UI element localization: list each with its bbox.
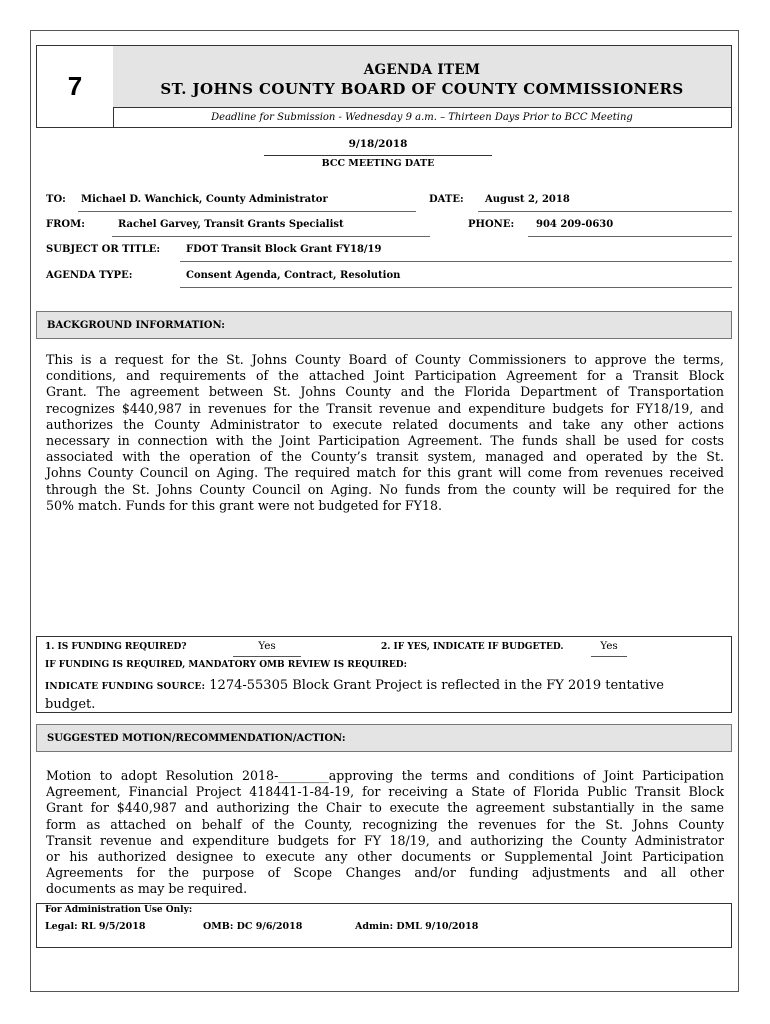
from-value: Rachel Garvey, Transit Grants Specialist xyxy=(118,219,344,230)
legal-review: Legal: RL 9/5/2018 xyxy=(45,921,146,932)
agenda-type-label: AGENDA TYPE: xyxy=(46,270,133,281)
from-underline xyxy=(112,236,430,237)
agenda-item-number: 7 xyxy=(37,46,114,127)
background-line: conditions, and requirements of the attached Joint Participation Agreement for a Transit Block xyxy=(46,368,724,384)
date-underline xyxy=(478,211,732,212)
background-line: This is a request for the St. Johns County Board of County Commissioners to approve the terms, xyxy=(46,352,724,367)
motion-line: Motion to adopt Resolution 2018-________approving the terms and conditions of Joint Participation xyxy=(46,768,724,783)
background-line: through the St. Johns County Council on Aging. No funds from the county will be required for the xyxy=(46,481,724,497)
motion-heading: SUGGESTED MOTION/RECOMMENDATION/ACTION: xyxy=(36,724,732,752)
agenda-item-heading: AGENDA ITEM xyxy=(363,62,481,78)
meeting-date: 9/18/2018 xyxy=(348,138,408,150)
date-label: DATE: xyxy=(429,194,464,205)
subject-underline xyxy=(180,261,732,262)
agenda-title-box xyxy=(113,46,731,108)
funding-source xyxy=(45,677,725,713)
agenda-type-underline xyxy=(180,287,732,288)
motion-line: Transit revenue and expenditure budgets for FY 18/19, and authorizing the County Administrator xyxy=(46,832,724,848)
funding-required-underline xyxy=(233,656,301,657)
motion-text xyxy=(46,768,724,898)
admin-heading: For Administration Use Only: xyxy=(45,905,193,915)
motion-line: or his authorized designee to execute any other documents or Supplemental Joint Participation xyxy=(46,849,724,865)
background-text xyxy=(46,352,724,514)
background-heading: BACKGROUND INFORMATION: xyxy=(36,311,732,339)
background-line: 50% match. Funds for this grant were not budgeted for FY18. xyxy=(46,497,443,513)
admin-box xyxy=(36,903,732,948)
motion-line: Agreement, Financial Project 418441-1-84-19, for receiving a State of Florida Public Transit Block xyxy=(46,784,724,800)
budgeted-underline xyxy=(591,656,627,657)
funding-required-value: Yes xyxy=(258,640,276,652)
meeting-date-label: BCC MEETING DATE xyxy=(321,158,435,169)
motion-line: Agreements for the purpose of Scope Changes and/or funding adjustments and all other xyxy=(46,865,724,881)
funding-required-label: 1. IS FUNDING REQUIRED? xyxy=(45,642,187,652)
to-value: Michael D. Wanchick, County Administrator xyxy=(81,194,328,205)
funding-box xyxy=(36,636,732,713)
budgeted-value: Yes xyxy=(600,640,618,652)
agenda-header xyxy=(36,45,732,128)
to-label: TO: xyxy=(46,194,66,205)
phone-underline xyxy=(528,236,732,237)
subject-label: SUBJECT OR TITLE: xyxy=(46,244,161,255)
motion-line: form as attached on behalf of the County, recognizing the revenues for the St. Johns County xyxy=(46,816,724,832)
from-label: FROM: xyxy=(46,219,85,230)
motion-line: documents as may be required. xyxy=(46,881,248,897)
motion-line: Grant for $440,987 and authorizing the Chair to execute the agreement substantially in the same xyxy=(46,800,724,816)
date-value: August 2, 2018 xyxy=(485,194,570,205)
meeting-date-rule xyxy=(264,155,492,156)
funding-source-value: 1274-55305 Block Grant Project is reflected in the FY 2019 tentative xyxy=(209,678,664,693)
funding-source-label: INDICATE FUNDING SOURCE: xyxy=(45,682,206,692)
omb-review-note: IF FUNDING IS REQUIRED, MANDATORY OMB REVIEW IS REQUIRED: xyxy=(45,660,407,670)
subject-value: FDOT Transit Block Grant FY18/19 xyxy=(186,244,382,255)
to-underline xyxy=(78,211,416,212)
board-name: ST. JOHNS COUNTY BOARD OF COUNTY COMMISSIONERS xyxy=(160,80,684,98)
phone-value: 904 209-0630 xyxy=(536,219,614,230)
funding-source-value-cont: budget. xyxy=(45,697,96,712)
phone-label: PHONE: xyxy=(468,219,515,230)
background-line: Grant. The agreement between St. Johns County and the Florida Department of Transportation xyxy=(46,384,724,400)
background-line: associated with the operation of the County’s transit system, managed and operated by the St. xyxy=(46,449,724,465)
agenda-type-value: Consent Agenda, Contract, Resolution xyxy=(186,270,401,281)
background-line: authorizes the County Administrator to execute related documents and take any other actions xyxy=(46,416,724,432)
background-line: recognizes $440,987 in revenues for the Transit revenue and expenditure budgets for FY18/19, and xyxy=(46,400,724,416)
background-line: Johns County Council on Aging. The required match for this grant will come from revenues received xyxy=(46,465,724,481)
admin-review: Admin: DML 9/10/2018 xyxy=(355,921,479,932)
omb-review: OMB: DC 9/6/2018 xyxy=(203,921,303,932)
background-line: necessary in connection with the Joint Participation Agreement. The funds shall be used for costs xyxy=(46,433,724,449)
budgeted-label: 2. IF YES, INDICATE IF BUDGETED. xyxy=(381,642,564,652)
submission-deadline: Deadline for Submission - Wednesday 9 a.m. – Thirteen Days Prior to BCC Meeting xyxy=(211,112,633,123)
